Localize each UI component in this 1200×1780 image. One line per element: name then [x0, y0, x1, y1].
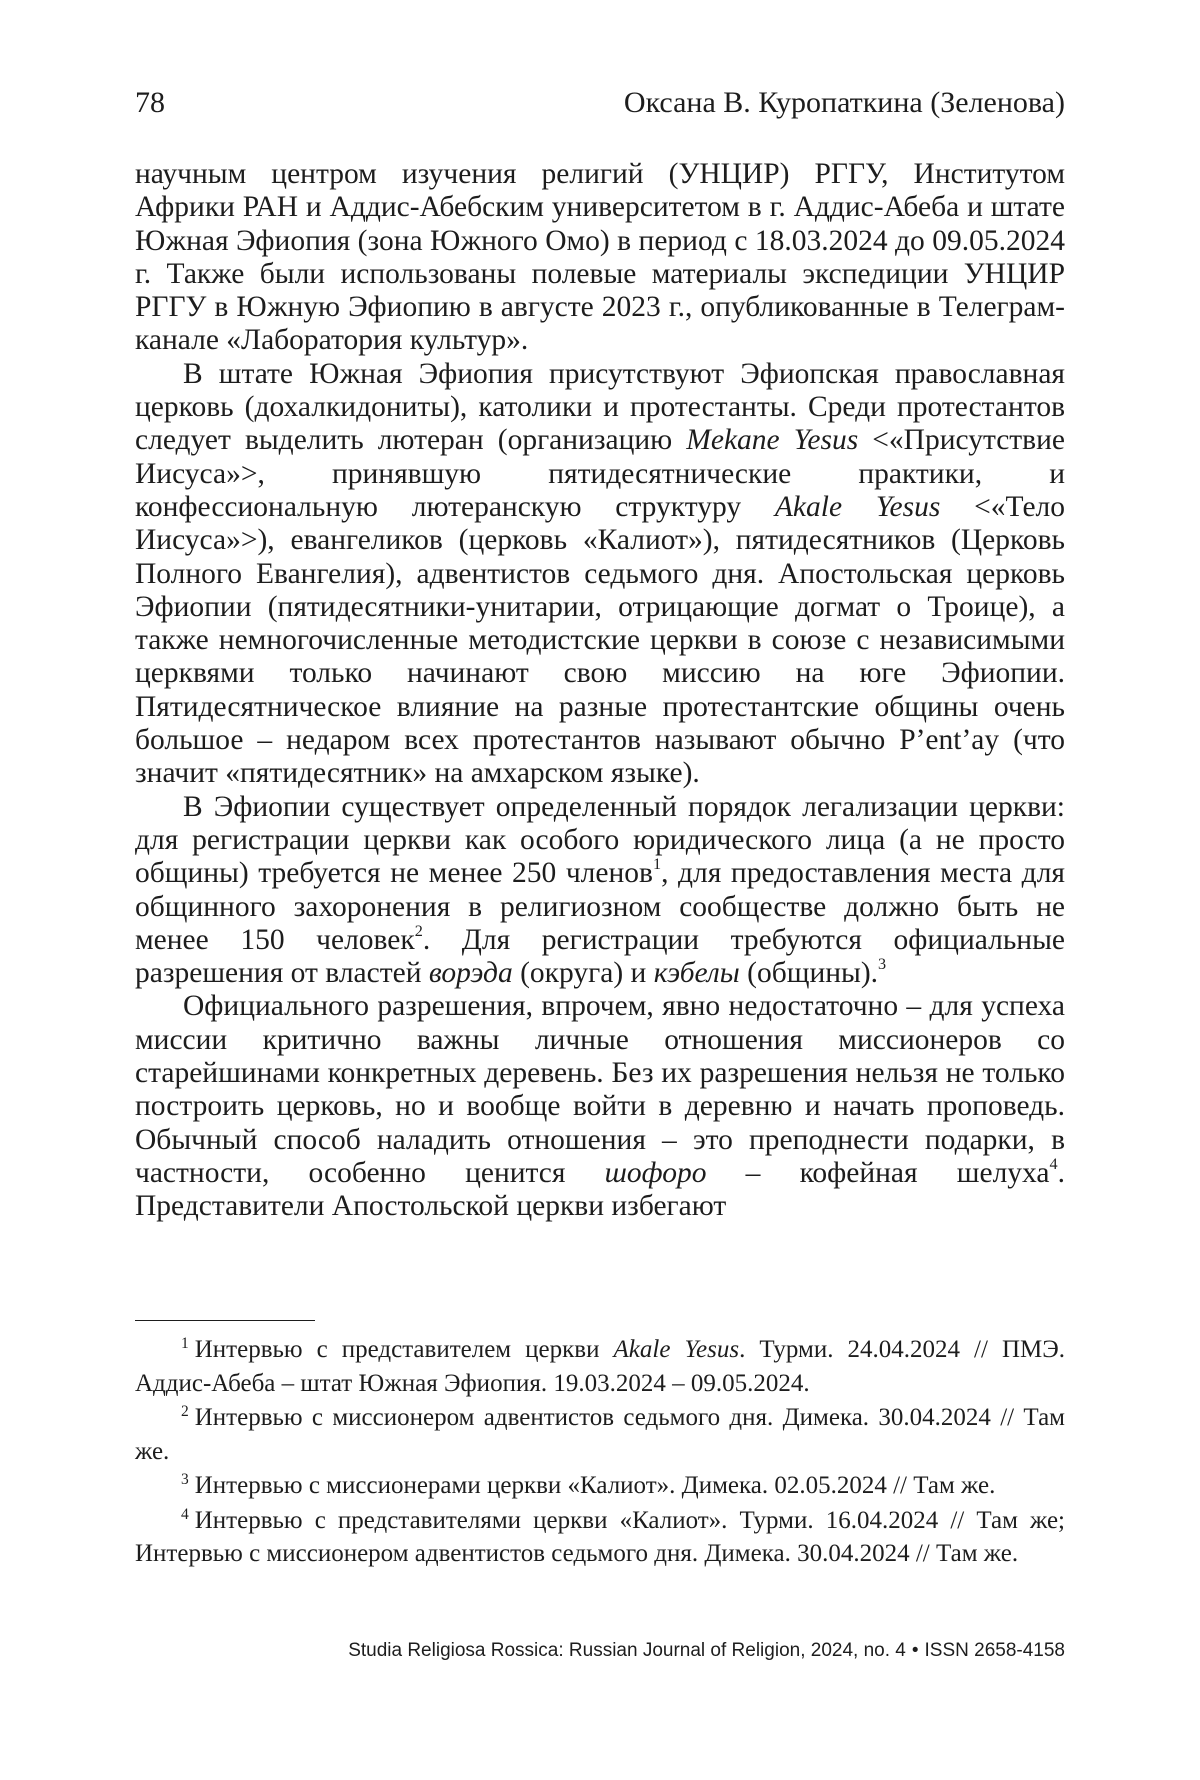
italic-term: Akale Yesus — [613, 1336, 740, 1363]
italic-term: Akale Yesus — [774, 490, 941, 523]
page-header — [135, 86, 1065, 126]
footnote-ref[interactable]: 3 — [878, 955, 887, 974]
italic-term: кэбелы — [653, 957, 740, 990]
italic-term: шофоро — [604, 1156, 707, 1189]
main-text — [135, 158, 1065, 1224]
running-head-author: Оксана В. Куропаткина (Зеленова) — [623, 86, 1065, 119]
paragraph-1: научным центром изучения религий (УНЦИР) РГГУ, Институтом Африки РАН и Аддис-Абебским университетом в г. Аддис-Абеба и штате Южная Эфиопия (зона Южного Омо) в период с 18.03.2024 до 09.05.2024 г. Также были использованы полевые материалы экспедиции УНЦИР РГГУ в Южную Эфиопию в августе 2023 г., опубликованные в Телеграм-канале «Лаборатория культур». — [135, 158, 1065, 357]
footnote-number: 3 — [181, 1471, 189, 1489]
page-footer — [348, 1640, 1065, 1662]
footnote-2: $^2$ Интервью с миссионером адвентистов седьмого дня. Димека. 30.04.2024 // Там же. — [135, 1403, 1065, 1465]
footnote-number: 4 — [181, 1505, 189, 1523]
italic-term: Mekane Yesus — [686, 424, 859, 457]
footnote-number: 1 — [181, 1335, 189, 1353]
footer-separator: • — [911, 1640, 919, 1661]
footnote-ref[interactable]: 1 — [652, 855, 662, 874]
footnote-3: $^3$ Интервью с миссионерами церкви «Калиот». Димека. 02.05.2024 // Там же. — [181, 1471, 996, 1499]
journal-title: Studia Religiosa Rossica: Russian Journal of Religion, 2024, no. 4 — [348, 1640, 906, 1661]
footnote-ref[interactable]: 4 — [1049, 1154, 1058, 1173]
footnotes — [135, 1333, 1065, 1572]
italic-term: ворэда — [428, 957, 513, 990]
footnote-divider — [135, 1320, 315, 1321]
paragraph-3: В Эфиопии существует определенный порядок легализации церкви: для регистрации церкви как особого юридического лица (а не просто общины) требуется не менее 250 членов$^1$, для предоставления места для общинного захоронения в религиозном сообществе должно быть не менее 150 человек$^2$. Для регистрации требуются официальные разрешения от властей ворэда (округа) и кэбелы (общины).$^3$ — [135, 790, 1065, 990]
paragraph-4: Официального разрешения, впрочем, явно недостаточно – для успеха миссии критично важны личные отношения миссионеров со старейшинами конкретных деревень. Без их разрешения нельзя не только построить церковь, но и вообще войти в деревню и начать проповедь. Обычный способ наладить отношения – это преподнести подарки, в частности, особенно ценится шофоро – кофейная шелуха$^4$. Представители Апостольской церкви избегают — [135, 990, 1065, 1223]
paragraph-2: В штате Южная Эфиопия присутствуют Эфиопская православная церковь (дохалкидониты), католики и протестанты. Среди протестантов следует выделить лютеран (организацию Mekane Yesus <«Присутствие Иисуса»>, принявшую пятидесятнические практики, и конфессиональную лютеранскую структуру Akale Yesus <«Тело Иисуса»>), евангеликов (церковь «Калиот»), пятидесятников (Церковь Полного Евангелия), адвентистов седьмого дня. Апостольская церковь Эфиопии (пятидесятники-унитарии, отрицающие догмат о Троице), а также немногочисленные методистские церкви в союзе с независимыми церквями только начинают свою миссию на юге Эфиопии. Пятидесятническое влияние на разные протестантские общины очень большое – недаром всех протестантов называют обычно P’ent’ay (что значит «пятидесятник» на амхарском языке). — [135, 357, 1066, 790]
footnote-4: $^4$ Интервью с представителями церкви «Калиот». Турми. 16.04.2024 // Там же; Интервью с миссионером адвентистов седьмого дня. Димека. 30.04.2024 // Там же. — [135, 1505, 1065, 1567]
issn: ISSN 2658-4158 — [924, 1640, 1065, 1661]
footnote-number: 2 — [181, 1403, 189, 1421]
footnote-1: $^1$ Интервью с представителем церкви Akale Yesus. Турми. 24.04.2024 // ПМЭ. Аддис-Абеба – штат Южная Эфиопия. 19.03.2024 – 09.05.2024. — [135, 1335, 1066, 1397]
page-number: 78 — [135, 86, 165, 119]
footnote-ref[interactable]: 2 — [414, 921, 423, 940]
